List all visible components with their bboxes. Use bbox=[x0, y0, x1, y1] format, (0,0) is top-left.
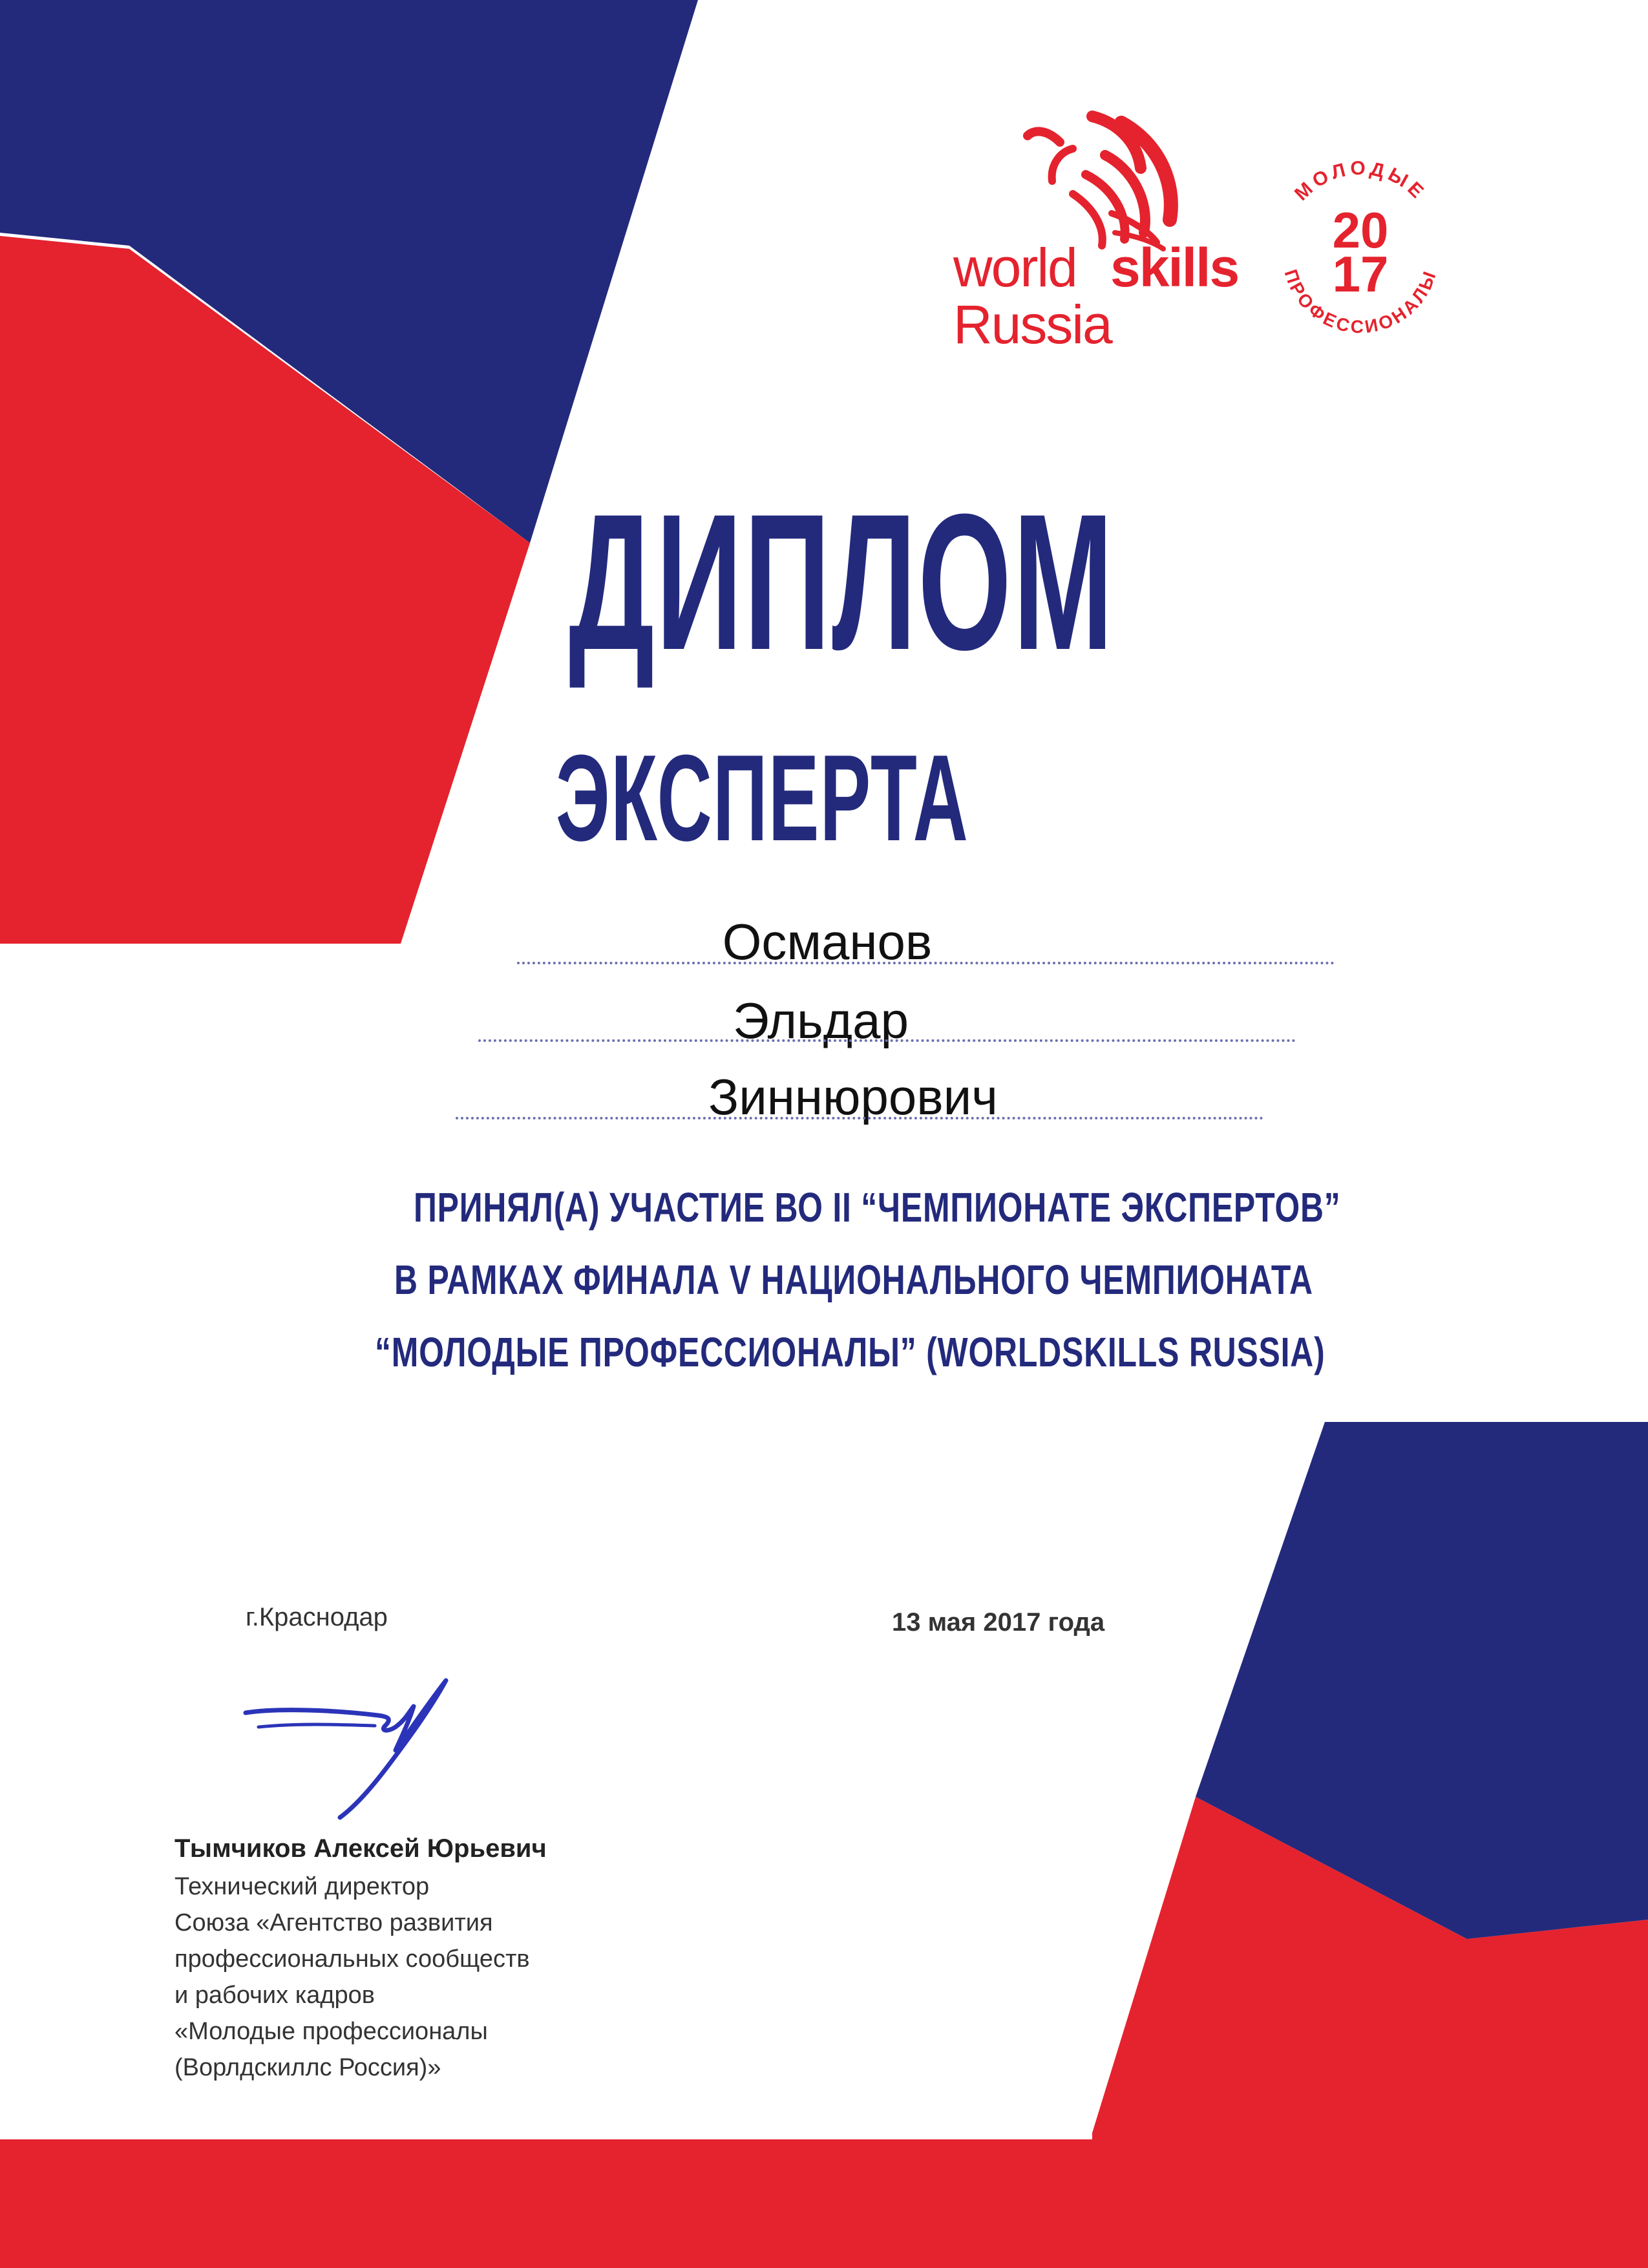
city: г.Краснодар bbox=[246, 1603, 388, 1631]
signatory-title-line-1: Технический директор bbox=[174, 1873, 430, 1900]
badge-arc-bottom-text: ПРОФЕССИОНАЛЫ bbox=[1280, 266, 1441, 337]
surname-dotted-line bbox=[517, 962, 1335, 964]
worldskills-word-world: world bbox=[953, 237, 1077, 298]
recipient-surname: Османов bbox=[722, 913, 933, 970]
diploma-title: ДИПЛОМ bbox=[569, 473, 1115, 690]
statement-line-3: “МОЛОДЫЕ ПРОФЕССИОНАЛЫ” (WORLDSKILLS RUSSIA) bbox=[375, 1329, 1326, 1375]
first-name-dotted-line bbox=[478, 1039, 1296, 1042]
badge-arc-top-text: МОЛОДЫЕ bbox=[1291, 157, 1431, 206]
signatory-title-line-4: и рабочих кадров bbox=[174, 1982, 375, 2009]
young-professionals-2017-badge bbox=[1257, 145, 1464, 352]
diploma-subtitle: ЭКСПЕРТА bbox=[556, 730, 969, 867]
bottom-red-stripe bbox=[0, 2139, 1648, 2268]
patronymic-dotted-line bbox=[456, 1117, 1263, 1119]
signatory-name: Тымчиков Алексей Юрьевич bbox=[174, 1834, 547, 1863]
statement-line-2: В РАМКАХ ФИНАЛА V НАЦИОНАЛЬНОГО ЧЕМПИОНАТА bbox=[394, 1256, 1313, 1303]
statement-line-1: ПРИНЯЛ(А) УЧАСТИЕ ВО II “ЧЕМПИОНАТЕ ЭКСПЕРТОВ” bbox=[414, 1184, 1341, 1231]
badge-year-bottom: 17 bbox=[1332, 246, 1389, 302]
issue-date: 13 мая 2017 года bbox=[892, 1608, 1105, 1637]
signatory-title-line-5: «Молодые профессионалы bbox=[174, 2018, 488, 2045]
signatory-title-line-6: (Ворлдскиллс Россия)» bbox=[174, 2054, 441, 2081]
handwritten-signature bbox=[239, 1668, 485, 1823]
badge-year-top: 20 bbox=[1332, 202, 1389, 259]
signatory-title-line-3: профессиональных сообществ bbox=[174, 1945, 530, 1973]
worldskills-word-skills: skills bbox=[1110, 237, 1239, 298]
worldskills-word-russia: Russia bbox=[953, 294, 1112, 355]
recipient-first-name: Эльдар bbox=[733, 992, 909, 1049]
recipient-patronymic: Зиннюрович bbox=[708, 1068, 998, 1125]
signatory-title-line-2: Союза «Агентство развития bbox=[174, 1909, 493, 1936]
